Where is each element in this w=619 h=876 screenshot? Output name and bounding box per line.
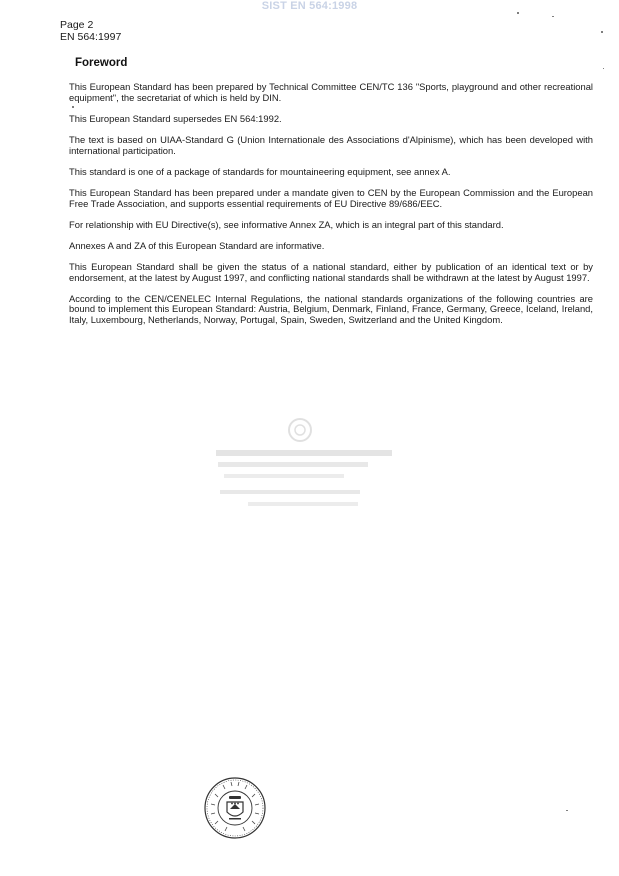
scan-speck bbox=[552, 16, 554, 17]
paragraph: This European Standard supersedes EN 564:1992. bbox=[69, 112, 282, 124]
paragraph: This standard is one of a package of standards for mountaineering equipment, see annex A. bbox=[69, 165, 451, 177]
page-header bbox=[60, 19, 121, 43]
faded-stamp-icon bbox=[214, 412, 394, 520]
scan-speck bbox=[517, 12, 519, 14]
scan-speck bbox=[603, 68, 604, 69]
paragraph: This European Standard shall be given the status of a national standard, either by publication of an identical text or by endorsement, at the latest by August 1997, and conflicting national standards shall be withdrawn at the latest by August 1997. bbox=[69, 261, 593, 283]
paragraph: For relationship with EU Directive(s), see informative Annex ZA, which is an integral part of this standard. bbox=[69, 218, 504, 230]
page-number: Page 2 bbox=[60, 19, 94, 31]
official-seal-icon bbox=[203, 776, 267, 840]
standard-number: EN 564:1997 bbox=[60, 31, 122, 43]
paragraph: According to the CEN/CENELEC Internal Regulations, the national standards organizations of the following countries are bound to implement this European Standard: Austria, Belgium, Denmark, Finland, France, Germany, Greece, Iceland, Ireland, Italy, Luxembourg, Netherlands, Norway, Portugal, Spain, Sweden, Switzerland and the United Kingdom. bbox=[69, 292, 593, 326]
watermark-text: SIST EN 564:1998 bbox=[261, 0, 358, 12]
paragraph: Annexes A and ZA of this European Standard are informative. bbox=[69, 239, 325, 251]
section-title: Foreword bbox=[75, 57, 128, 69]
paragraph: This European Standard has been prepared under a mandate given to CEN by the European Commission and the European Free Trade Association, and supports essential requirements of EU Directive 89/686/EEC. bbox=[69, 186, 593, 209]
scan-speck bbox=[566, 810, 568, 811]
paragraph: This European Standard has been prepared by Technical Committee CEN/TC 136 "Sports, playground and other recreational equipment", the secretariat of which is held by DIN. bbox=[69, 81, 593, 103]
foreword-body bbox=[69, 82, 593, 336]
paragraph: The text is based on UIAA-Standard G (Union Internationale des Associations d'Alpinisme), which has been developed with international participation. bbox=[69, 133, 593, 156]
scan-speck bbox=[72, 106, 74, 108]
scan-speck bbox=[601, 31, 603, 33]
